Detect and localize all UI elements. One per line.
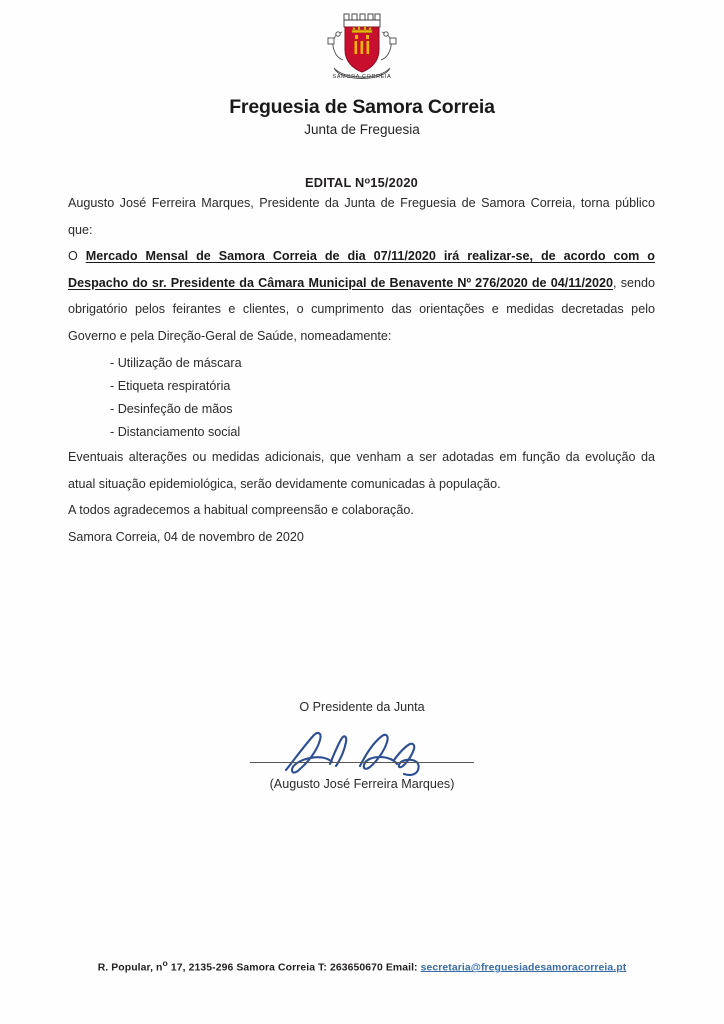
market-paragraph bbox=[68, 243, 655, 349]
market-highlight: Mercado Mensal de Samora Correia de dia 07/11/2020 irá realizar-se, de acordo com o Despacho do sr. Presidente da Câmara Municipal de Benavente Nº 276/2020 de 04/11/2020 bbox=[68, 249, 655, 290]
edital-heading-number: 15/2020 bbox=[370, 175, 418, 190]
footer-email-link[interactable]: secretaria@freguesiadesamoracorreia.pt bbox=[420, 962, 627, 974]
organization-title: Freguesia de Samora Correia bbox=[229, 96, 495, 118]
edital-heading-ordinal: o bbox=[364, 175, 371, 186]
footer-address-rest: 17, 2135-296 Samora Correia T: 263650670 Email: bbox=[167, 962, 421, 974]
list-item: - Utilização de máscara bbox=[110, 356, 242, 370]
footer-address-ordinal: o bbox=[162, 958, 168, 968]
list-item: - Etiqueta respiratória bbox=[110, 379, 231, 393]
list-item: - Desinfeção de mãos bbox=[110, 402, 233, 416]
place-date-line: Samora Correia, 04 de novembro de 2020 bbox=[68, 529, 304, 544]
document-body bbox=[68, 0, 655, 550]
list-item: - Distanciamento social bbox=[110, 425, 241, 439]
measures-list bbox=[68, 352, 655, 444]
organization-subtitle: Junta de Freguesia bbox=[304, 122, 420, 137]
signature-area bbox=[242, 724, 482, 776]
market-tail: , sendo obrigatório pelos feirantes e clientes, o cumprimento das orientações e medidas decretadas pelo Governo e pela Direção-Geral de Saúde, nomeadamente: bbox=[68, 275, 656, 343]
intro-paragraph: Augusto José Ferreira Marques, Presidente da Junta de Freguesia de Samora Correia, torna público que: bbox=[68, 196, 655, 237]
edital-heading bbox=[68, 175, 655, 190]
handwritten-signature-icon bbox=[242, 724, 482, 776]
market-lead: O bbox=[68, 249, 86, 263]
page-footer bbox=[0, 958, 724, 973]
signature-name: (Augusto José Ferreira Marques) bbox=[269, 777, 455, 791]
signature-title: O Presidente da Junta bbox=[299, 700, 425, 714]
edital-heading-label: EDITAL N bbox=[305, 175, 365, 190]
eventuais-paragraph: Eventuais alterações ou medidas adicionais, que venham a ser adotadas em função da evolução da atual situação epidemiológica, serão devidamente comunicadas à população. bbox=[68, 450, 655, 491]
footer-address: R. Popular, n bbox=[97, 962, 163, 974]
thanks-paragraph: A todos agradecemos a habitual compreensão e colaboração. bbox=[68, 503, 414, 517]
signature-block bbox=[0, 700, 724, 791]
crest-ribbon-label: SAMORA CORREIA bbox=[332, 74, 392, 80]
signature-line bbox=[250, 762, 474, 763]
